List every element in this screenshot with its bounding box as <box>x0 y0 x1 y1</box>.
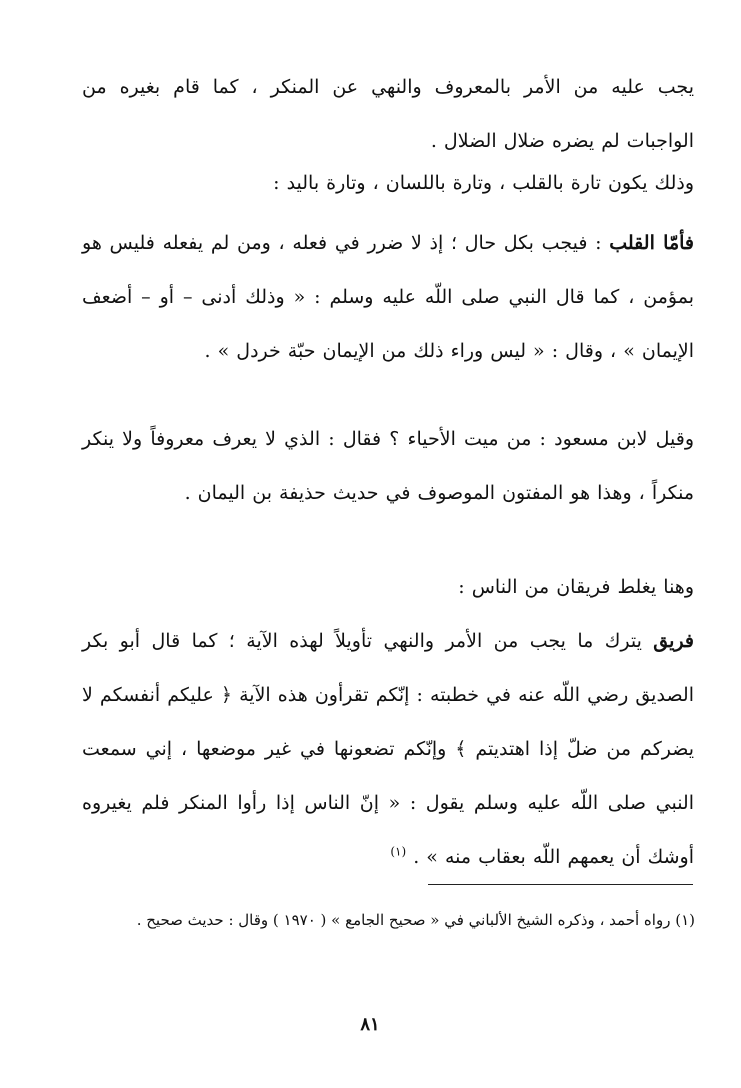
paragraph-3-text: : فيجب بكل حال ؛ إذ لا ضرر في فعله ، ومن لم يفعله فليس هو بمؤمن ، كما قال النبي صلى اللّه عليه وسلم : « وذلك أدنى – أو – أضعف الإيمان » ، وقال : « ليس وراء ذلك من الإيمان حبّة خردل » . <box>82 232 694 362</box>
paragraph-6-text: يترك ما يجب من الأمر والنهي تأويلاً لهذه الآية ؛ كما قال أبو بكر الصديق رضي اللّه عنه في خطبته : إنّكم تقرأون هذه الآية ﴿ عليكم أنفسكم لا يضركم من ضلّ إذا اهتديتم ﴾ وإنّكم تضعونها في غير موضعها ، إني سمعت النبي صلى اللّه عليه وسلم يقول : « إنّ الناس إذا رأوا المنكر فلم يغيروه أوشك أن يعمهم اللّه بعقاب منه » . <box>82 630 694 868</box>
paragraph-3-heading: فأمّا القلب <box>609 232 694 254</box>
paragraph-1-text: يجب عليه من الأمر بالمعروف والنهي عن المنكر ، كما قام بغيره من الواجبات لم يضره ضلال الضلال . <box>82 76 694 152</box>
paragraph-6-heading: فريق <box>653 630 694 652</box>
paragraph-1 <box>82 60 694 168</box>
footnote-text: (١) رواه أحمد ، وذكره الشيخ الألباني في « صحيح الجامع » ( ١٩٧٠ ) وقال : حديث صحيح . <box>136 911 695 929</box>
paragraph-5-text: وهنا يغلط فريقان من الناس : <box>458 576 694 598</box>
paragraph-4-text: وقيل لابن مسعود : من ميت الأحياء ؟ فقال : الذي لا يعرف معروفاً ولا ينكر منكراً ، وهذا هو المفتون الموصوف في حديث حذيفة بن اليمان . <box>82 428 694 504</box>
footnote-divider <box>428 884 693 885</box>
paragraph-5 <box>82 560 694 614</box>
footnote <box>100 900 695 940</box>
footnote-reference: (١) <box>390 844 407 859</box>
paragraph-4 <box>82 412 694 520</box>
paragraph-6 <box>82 614 694 884</box>
paragraph-2 <box>82 156 694 210</box>
paragraph-2-text: وذلك يكون تارة بالقلب ، وتارة باللسان ، وتارة باليد : <box>273 172 694 194</box>
page-number: ٨١ <box>360 1014 380 1035</box>
paragraph-3 <box>82 216 694 378</box>
